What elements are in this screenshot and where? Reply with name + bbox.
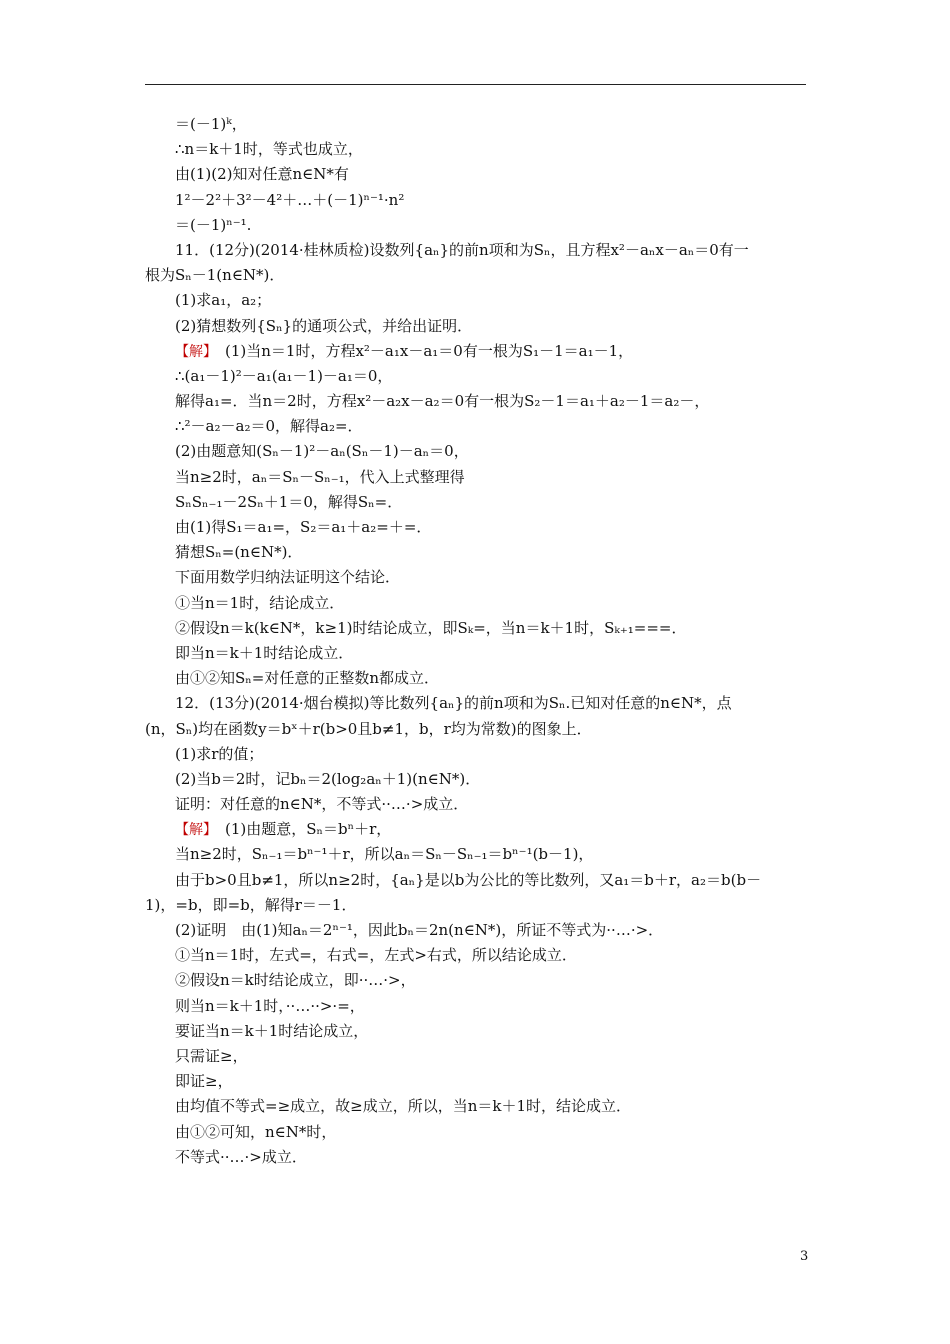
line-text: ①当n＝1时，结论成立． [175, 593, 345, 612]
text-line [145, 616, 806, 641]
text-line [145, 641, 806, 666]
text-line [145, 162, 806, 187]
line-text: 1²－2²＋3²－4²＋…＋(－1)ⁿ⁻¹·n² [175, 190, 405, 209]
text-line [145, 213, 806, 238]
text-line [145, 339, 806, 364]
line-text: (1)求a₁，a₂； [175, 291, 272, 310]
text-line [145, 943, 806, 968]
line-text: (1)求r的值； [175, 744, 264, 763]
text-line [145, 893, 806, 918]
line-text: 根为Sₙ－1(n∈N*)． [145, 266, 285, 285]
line-text: 由(1)(2)知对任意n∈N*有 [175, 165, 349, 184]
text-line [145, 238, 806, 263]
line-text: 即证≥， [175, 1072, 233, 1091]
text-line [145, 842, 806, 867]
text-line [145, 792, 806, 817]
page-number: 3 [800, 1249, 809, 1264]
line-text: 则当n＝k＋1时，··…··>·=， [175, 996, 365, 1015]
solution-tag: 【解】 [175, 343, 210, 360]
text-line [145, 1145, 806, 1170]
text-line [145, 288, 806, 313]
line-text: (1)由题意，Sₙ＝bⁿ＋r， [210, 820, 392, 839]
text-line [145, 1044, 806, 1069]
line-text: 证明：对任意的n∈N*，不等式··…·>成立． [175, 795, 469, 814]
line-text: ＝(－1)ᵏ， [175, 115, 247, 133]
text-line [145, 314, 806, 339]
line-text: (1)当n＝1时，方程x²－a₁x－a₁＝0有一根为S₁－1＝a₁－1， [210, 341, 634, 360]
text-line [145, 540, 806, 565]
text-line [145, 868, 806, 893]
line-text: 当n≥2时，Sₙ₋₁＝bⁿ⁻¹＋r，所以aₙ＝Sₙ－Sₙ₋₁＝bⁿ⁻¹(b－1)， [175, 845, 594, 864]
text-line [145, 389, 806, 414]
text-line [145, 717, 806, 742]
line-text: 下面用数学归纳法证明这个结论． [175, 568, 401, 587]
text-line [145, 188, 806, 213]
text-line [145, 137, 806, 162]
line-text: SₙSₙ₋₁－2Sₙ＋1＝0，解得Sₙ=． [175, 492, 403, 511]
text-line [145, 968, 806, 993]
line-text: 解得a₁=．当n＝2时，方程x²－a₂x－a₂＝0有一根为S₂－1＝a₁＋a₂－1＝a₂－， [175, 392, 710, 411]
line-text: 12．(13分)(2014·烟台模拟)等比数列{aₙ}的前n项和为Sₙ.已知对任意的n∈N*，点 [175, 694, 732, 713]
line-text: 由①②知Sₙ=对任意的正整数n都成立． [175, 669, 439, 688]
text-line [145, 515, 806, 540]
line-text: 1)，=b，即=b，解得r＝－1． [145, 895, 357, 914]
text-line [145, 263, 806, 288]
text-line [145, 112, 806, 137]
text-line [145, 465, 806, 490]
document-body [145, 112, 806, 1170]
text-line [145, 1019, 806, 1044]
line-text: ∴²－a₂－a₂＝0，解得a₂=． [175, 417, 363, 436]
text-line [145, 817, 806, 842]
text-line [145, 364, 806, 389]
text-line [145, 490, 806, 515]
line-text: 即当n＝k＋1时结论成立． [175, 643, 354, 662]
line-text: ∴n＝k＋1时，等式也成立， [175, 140, 363, 159]
line-text: ②假设n＝k时结论成立，即··…·>， [175, 971, 416, 990]
text-line [145, 994, 806, 1019]
text-line [145, 742, 806, 767]
text-line [145, 591, 806, 616]
line-text: 由(1)得S₁＝a₁=，S₂＝a₁＋a₂=＋=． [175, 518, 432, 536]
line-text: 11．(12分)(2014·桂林质检)设数列{aₙ}的前n项和为Sₙ，且方程x²－aₙx－aₙ＝0有一 [175, 240, 749, 259]
text-line [145, 565, 806, 590]
line-text: 由①②可知，n∈N*时， [175, 1122, 337, 1141]
line-text: ②假设n＝k(k∈N*，k≥1)时结论成立，即Sₖ=，当n＝k＋1时，Sₖ₊₁===． [175, 618, 687, 637]
line-text: (2)由题意知(Sₙ－1)²－aₙ(Sₙ－1)－aₙ＝0， [175, 442, 469, 461]
line-text: 由均值不等式=≥成立，故≥成立，所以，当n＝k＋1时，结论成立． [175, 1097, 632, 1116]
text-line [145, 1069, 806, 1094]
line-text: (n，Sₙ)均在函数y＝bˣ＋r(b>0且b≠1，b，r均为常数)的图象上． [145, 719, 592, 738]
header-rule [145, 84, 806, 85]
line-text: 只需证≥， [175, 1046, 248, 1065]
text-line [145, 666, 806, 691]
text-line [145, 1094, 806, 1119]
text-line [145, 439, 806, 464]
text-line [145, 414, 806, 439]
text-line [145, 767, 806, 792]
line-text: (2)猜想数列{Sₙ}的通项公式，并给出证明． [175, 316, 473, 335]
line-text: ＝(－1)ⁿ⁻¹. [175, 215, 252, 234]
line-text: 由于b>0且b≠1，所以n≥2时，{aₙ}是以b为公比的等比数列，又a₁＝b＋r，a₂＝b(b－ [175, 870, 762, 889]
text-line [145, 1120, 806, 1145]
line-text: (2)当b＝2时，记bₙ＝2(log₂aₙ＋1)(n∈N*)． [175, 769, 481, 788]
line-text: ①当n＝1时，左式=，右式=，左式>右式，所以结论成立． [175, 946, 577, 965]
line-text: 不等式··…·>成立． [175, 1147, 307, 1166]
line-text: (2)证明 由(1)知aₙ＝2ⁿ⁻¹，因此bₙ＝2n(n∈N*)，所证不等式为··…·>． [175, 921, 664, 939]
line-text: 当n≥2时，aₙ＝Sₙ－Sₙ₋₁，代入上式整理得 [175, 467, 465, 486]
line-text: 要证当n＝k＋1时结论成立， [175, 1021, 369, 1040]
text-line [145, 691, 806, 716]
line-text: ∴(a₁－1)²－a₁(a₁－1)－a₁＝0， [175, 366, 393, 385]
solution-tag: 【解】 [175, 822, 210, 839]
line-text: 猜想Sₙ=(n∈N*)． [175, 543, 303, 562]
text-line [145, 918, 806, 943]
